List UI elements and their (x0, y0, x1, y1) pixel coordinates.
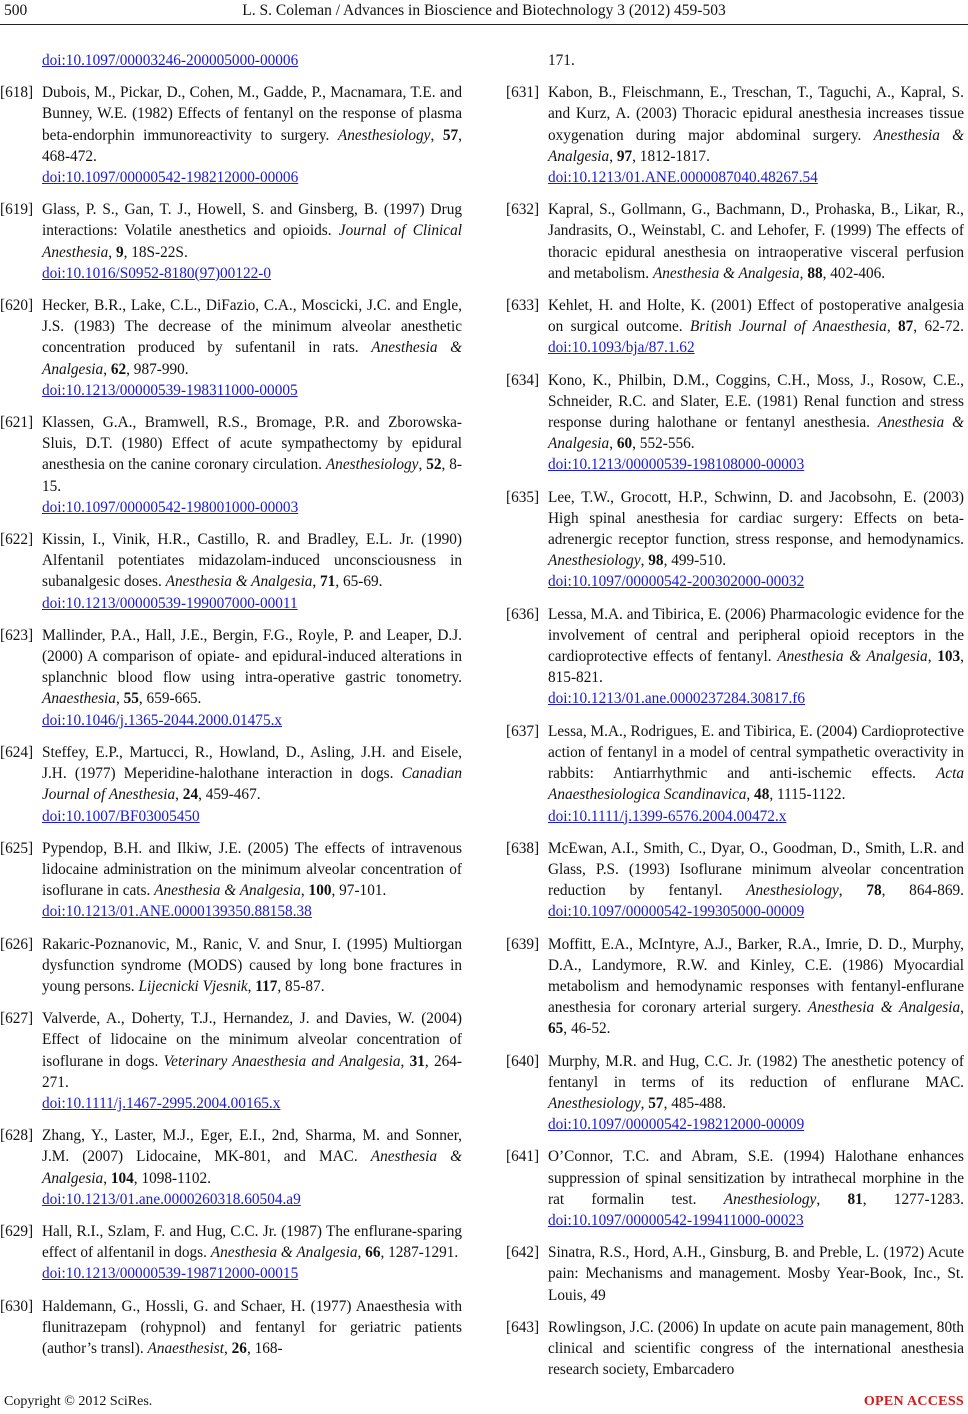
reference-entry (0, 1221, 462, 1285)
reference-text: Kissin, I., Vinik, H.R., Castillo, R. and Bradley, E.L. Jr. (1990) Alfentanil potentiates midazolam-induced unconsciousness in subanalgesic doses. (42, 531, 462, 591)
reference-number: [625] (0, 839, 34, 857)
volume-number: 104 (110, 1169, 134, 1187)
doi-link[interactable]: doi:10.1213/01.ane.0000260318.60504.a9 (42, 1190, 301, 1208)
reference-number: [630] (0, 1297, 34, 1315)
doi-link[interactable]: doi:10.1097/00003246-200005000-00006 (42, 52, 299, 69)
reference-text: Lee, T.W., Grocott, H.P., Schwinn, D. and Jacobsohn, E. (2003) High spinal anesthesia for cardiac surgery: Effects on beta-adrenergic receptor function, stress response, and hemodynamics. (548, 488, 964, 549)
reference-entry (0, 934, 462, 998)
reference-text: Rakaric-Poznanovic, M., Ranic, V. and Snur, I. (1995) Multiorgan dysfunction syndrome (MODS) caused by long bone fractures in young persons. (42, 935, 462, 995)
page-range: , 468-472. (42, 126, 462, 165)
reference-entry (506, 604, 964, 710)
journal-name: Anesthesiology (746, 882, 839, 900)
reference-number: [631] (506, 84, 540, 102)
reference-text: O’Connor, T.C. and Abram, S.E. (1994) Halothane enhances suppression of spinal sensitization by intrathecal morphine in the rat formalin test. (548, 1148, 964, 1208)
reference-number: [623] (0, 626, 34, 644)
doi-link[interactable]: doi:10.1111/j.1467-2995.2004.00165.x (42, 1094, 281, 1112)
copyright-notice: Copyright © 2012 SciRes. (4, 1394, 153, 1409)
reference-text: Steffey, E.P., Martucci, R., Howland, D., Asling, J.H. and Eisele, J.H. (1977) Meperidine-halothane interaction in dogs. (42, 743, 462, 783)
reference-text: Pypendop, B.H. and Ilkiw, J.E. (2005) The effects of intravenous lidocaine administration on the minimum alveolar concentration of isoflurane in cats. (42, 839, 462, 900)
reference-number: [635] (506, 488, 540, 506)
journal-name: British Journal of Anaesthesia (689, 318, 887, 336)
reference-entry (506, 1317, 964, 1381)
reference-body: Steffey, E.P., Martucci, R., Howland, D., Asling, J.H. and Eisele, J.H. (1977) Meperidine-halothane interaction in dogs. Canadian Journal of Anesthesia, 24, 459-467. (42, 743, 462, 804)
page-range: , 1115-1122. (769, 786, 846, 804)
reference-body (548, 1319, 964, 1378)
journal-name: Anesthesia & Analgesia (777, 648, 928, 666)
reference-entry (506, 199, 964, 284)
page-header (0, 0, 968, 22)
reference-number: [642] (506, 1244, 540, 1262)
reference-body: Hall, R.I., Szlam, F. and Hug, C.C. Jr. (1987) The enflurane-sparing effect of alfentanil in dogs. Anesthesia & Analgesia, 66, 1287-1291. (42, 1222, 462, 1262)
page-range: , 1287-1291. (380, 1244, 459, 1262)
doi-link[interactable]: doi:10.1097/00000542-198212000-00006 (42, 169, 299, 187)
journal-name: Anesthesiology (325, 456, 419, 474)
page-range: , 1277-1283. (862, 1190, 964, 1208)
reference-body: Zhang, Y., Laster, M.J., Eger, E.I., 2nd, Sharma, M. and Sonner, J.M. (2007) Lidocaine, MK-801, and MAC. Anesthesia & Analgesia, 104, 1098-1102. (42, 1127, 463, 1187)
reference-entry (506, 295, 964, 359)
reference-number: [640] (506, 1052, 540, 1070)
reference-entry (506, 721, 964, 827)
reference-entry (0, 199, 462, 284)
page-range: , 864-869. (881, 882, 964, 900)
running-title: L. S. Coleman / Advances in Bioscience and Biotechnology 3 (2012) 459-503 (242, 2, 726, 19)
reference-text: Dubois, M., Pickar, D., Cohen, M., Gadde, P., Macnamara, T.E. and Bunney, W.E. (1982) Effects of fentanyl on the response of plasma beta-endorphin immunoreactivity to surgery. (42, 84, 462, 144)
volume-number: 71 (320, 573, 336, 591)
page-range: , 97-101. (331, 882, 387, 900)
page-range: , 1812-1817. (632, 147, 710, 165)
reference-body: McEwan, A.I., Smith, C., Dyar, O., Goodman, D., Smith, L.R. and Glass, P.S. (1993) Isoflurane minimum alveolar concentration reduction by fentanyl. Anesthesiology, 78, 864-869. (548, 839, 964, 900)
reference-entry (506, 838, 964, 923)
page-range: , 18S-22S. (123, 243, 188, 261)
journal-name: Anesthesia & Analgesia (807, 999, 961, 1017)
reference-text: Valverde, A., Doherty, T.J., Hernandez, J. and Davies, W. (2004) Effect of lidocaine on the minimum alveolar concentration of isoflurane in dogs. (42, 1010, 462, 1070)
reference-body: Kehlet, H. and Holte, K. (2001) Effect of postoperative analgesia on surgical outcome. British Journal of Anaesthesia, 87, 62-72. (548, 297, 964, 336)
journal-name: Lijecnicki Vjesnik (138, 977, 248, 995)
journal-name: Anesthesia & Analgesia (652, 264, 800, 282)
volume-number: 57 (648, 1094, 664, 1112)
doi-link[interactable]: doi:10.1213/01.ane.0000237284.30817.f6 (548, 690, 806, 708)
volume-number: 24 (182, 786, 199, 804)
page-range: , 264-271. (42, 1052, 462, 1091)
page-range: , 402-406. (822, 264, 886, 282)
page-range: , 168- (246, 1339, 283, 1357)
reference-text: Kabon, B., Fleischmann, E., Treschan, T., Taguchi, A., Kapral, S. and Kurz, A. (2003) Thoracic epidural anesthesia increases tissue oxygenation during major abdominal surgery. (548, 84, 964, 144)
volume-number: 78 (866, 882, 882, 900)
reference-text: Moffitt, E.A., McIntyre, A.J., Barker, R.A., Imrie, D. D., Murphy, D.A., Landymore, R.W. and Kinley, C.E. (1986) Myocardial metabolism and hemodynamic responses with fentanyl-enflurane anesthesia for coronary arterial surgery. (548, 935, 964, 1017)
reference-entry (506, 1242, 964, 1306)
volume-number: 31 (409, 1052, 425, 1070)
reference-body: O’Connor, T.C. and Abram, S.E. (1994) Halothane enhances suppression of spinal sensitization by intrathecal morphine in the rat formalin test. Anesthesiology, 81, 1277-1283. (548, 1148, 964, 1208)
reference-text: McEwan, A.I., Smith, C., Dyar, O., Goodman, D., Smith, L.R. and Glass, P.S. (1993) Isoflurane minimum alveolar concentration reduction by fentanyl. (548, 839, 964, 900)
reference-text: Kono, K., Philbin, D.M., Coggins, C.H., Moss, J., Rosow, C.E., Schneider, R.C. and Slater, E.E. (1981) Renal function and stress response during halothane or fentanyl anesthesia. (548, 371, 964, 432)
header-rule (0, 24, 968, 25)
reference-list-right (506, 82, 964, 1380)
volume-number: 98 (648, 552, 664, 570)
reference-body: Lessa, M.A., Rodrigues, E. and Tibirica, E. (2004) Cardioprotective action of fentanyl in a model of central sympathetic overactivity in rabbits: Antiarrhythmic and anti-ischemic effects. Acta Anaesthesiologica Scandinavica, 48, 1115-1122. (548, 722, 964, 804)
reference-body: Mallinder, P.A., Hall, J.E., Bergin, F.G., Royle, P. and Leaper, D.J. (2000) A comparison of opiate- and epidural-induced alterations in splanchnic blood flow using intra-operative gastric tonometry. Anaesthesia, 55, 659-665. (42, 626, 462, 708)
reference-text: Hecker, B.R., Lake, C.L., DiFazio, C.A., Moscicki, J.C. and Engle, J.S. (1983) The decrease of the minimum alveolar anesthetic concentration produced by sufentanil in rats. (42, 297, 462, 357)
reference-number: [621] (0, 414, 34, 432)
doi-link[interactable]: doi:10.1097/00000542-200302000-00032 (548, 573, 805, 591)
reference-number: [643] (506, 1318, 540, 1336)
page-footer (0, 1394, 968, 1414)
journal-name: Anesthesiology (723, 1190, 817, 1208)
reference-number: [628] (0, 1127, 34, 1145)
journal-name: Anesthesiology (548, 552, 641, 570)
doi-link[interactable]: doi:10.1213/00000539-199007000-00011 (42, 594, 298, 612)
reference-number: [626] (0, 935, 34, 953)
reference-body: Lee, T.W., Grocott, H.P., Schwinn, D. and Jacobsohn, E. (2003) High spinal anesthesia for cardiac surgery: Effects on beta-adrenergic receptor function, stress response, and hemodynamics. Anesthesiology, 98, 499-510. (548, 488, 964, 570)
reference-entry (506, 934, 964, 1040)
doi-link[interactable]: doi:10.1097/00000542-199411000-00023 (548, 1211, 804, 1229)
journal-name: Anaesthesia (42, 690, 116, 708)
reference-text: Lessa, M.A., Rodrigues, E. and Tibirica, E. (2004) Cardioprotective action of fentanyl in a model of central sympathetic overactivity in rabbits: Antiarrhythmic and anti-ischemic effects. (548, 722, 964, 783)
reference-text: Klassen, G.A., Bramwell, R.S., Bromage, P.R. and Zborowska-Sluis, D.T. (1980) Effect of acute sympathectomy by epidural anesthesia on the canine coronary circulation. (42, 414, 462, 474)
doi-link[interactable]: doi:10.1213/01.ANE.0000139350.88158.38 (42, 903, 312, 921)
journal-name: Anesthesia & Analgesia (548, 126, 964, 165)
doi-link[interactable]: doi:10.1213/01.ANE.0000087040.48267.54 (548, 169, 818, 187)
doi-link[interactable]: doi:10.1111/j.1399-6576.2004.00472.x (548, 807, 787, 825)
reference-entry (506, 487, 964, 593)
volume-number: 117 (255, 977, 278, 995)
reference-number: [618] (0, 84, 34, 102)
reference-text: Haldemann, G., Hossli, G. and Schaer, H. (1977) Anaesthesia with flunitrazepam (rohypnol) and fentanyl for geriatric patients (author’s transl). (42, 1297, 462, 1357)
reference-body: Kapral, S., Gollmann, G., Bachmann, D., Prohaska, B., Likar, R., Jandrasits, O., Weinstabl, C. and Lehofer, F. (1999) The effects of thoracic epidural anesthesia on intraoperative visceral perfusion and metabolism. Anesthesia & Analgesia, 88, 402-406. (548, 201, 964, 282)
journal-name: Anesthesia & Analgesia (210, 1244, 358, 1262)
continued-reference (0, 50, 462, 71)
reference-body: Hecker, B.R., Lake, C.L., DiFazio, C.A., Moscicki, J.C. and Engle, J.S. (1983) The decrease of the minimum alveolar anesthetic concentration produced by sufentanil in rats. Anesthesia & Analgesia, 62, 987-990. (42, 297, 462, 378)
doi-link[interactable]: doi:10.1213/00000539-198108000-00003 (548, 456, 805, 474)
doi-link[interactable]: doi:10.1007/BF03005450 (42, 807, 200, 825)
page-range: , 62-72. (913, 318, 964, 336)
doi-link[interactable]: doi:10.1016/S0952-8180(97)00122-0 (42, 264, 272, 282)
reference-body: Kono, K., Philbin, D.M., Coggins, C.H., Moss, J., Rosow, C.E., Schneider, R.C. and Slater, E.E. (1981) Renal function and stress response during halothane or fentanyl anesthesia. Anesthesia & Analgesia, 60, 552-556. (548, 371, 965, 453)
left-column (0, 50, 462, 1370)
volume-number: 48 (754, 786, 770, 804)
volume-number: 88 (807, 264, 823, 282)
volume-number: 57 (442, 126, 459, 144)
journal-name: Canadian Journal of Anesthesia (42, 765, 462, 804)
reference-text: Kapral, S., Gollmann, G., Bachmann, D., Prohaska, B., Likar, R., Jandrasits, O., Weinstabl, C. and Lehofer, F. (1999) The effects of thoracic epidural anesthesia on intraoperative visceral perfusion and metabolism. (548, 201, 964, 282)
reference-entry (0, 1125, 462, 1210)
volume-number: 81 (847, 1190, 863, 1208)
reference-body: Kabon, B., Fleischmann, E., Treschan, T., Taguchi, A., Kapral, S. and Kurz, A. (2003) Thoracic epidural anesthesia increases tissue oxygenation during major abdominal surgery. Anesthesia & Analgesia, 97, 1812-1817. (548, 84, 964, 165)
reference-body: Valverde, A., Doherty, T.J., Hernandez, J. and Davies, W. (2004) Effect of lidocaine on the minimum alveolar concentration of isoflurane in dogs. Veterinary Anaesthesia and Analgesia, 31, 264-271. (42, 1010, 462, 1091)
reference-entry (0, 838, 462, 923)
reference-body: Haldemann, G., Hossli, G. and Schaer, H. (1977) Anaesthesia with flunitrazepam (rohypnol) and fentanyl for geriatric patients (author’s transl). Anaesthesist, 26, 168- (42, 1297, 462, 1357)
volume-number: 65 (548, 1020, 564, 1038)
continued-reference: 171. (548, 52, 575, 69)
page-number: 500 (4, 2, 28, 19)
reference-number: [637] (506, 722, 540, 740)
journal-name: Anesthesia & Analgesia (42, 1148, 463, 1187)
reference-entry (0, 295, 462, 401)
reference-entry (506, 370, 964, 476)
reference-text: Murphy, M.R. and Hug, C.C. Jr. (1982) The anesthetic potency of fentanyl in terms of its reduction of enflurane MAC. (548, 1052, 964, 1091)
page-range: , 659-665. (138, 690, 202, 708)
reference-number: [620] (0, 297, 34, 315)
open-access-label: OPEN ACCESS (863, 1394, 964, 1409)
reference-entry (506, 1051, 964, 1136)
reference-entry (0, 412, 462, 518)
volume-number: 97 (616, 147, 633, 165)
reference-entry (0, 82, 462, 188)
volume-number: 26 (231, 1339, 247, 1357)
reference-text: Sinatra, R.S., Hord, A.H., Ginsburg, B. and Preble, L. (1972) Acute pain: Mechanisms and management. Mosby Year-Book, Inc., St. Louis, 49 (548, 1244, 964, 1304)
volume-number: 55 (123, 690, 139, 708)
reference-text: Lessa, M.A. and Tibirica, E. (2006) Pharmacologic evidence for the involvement of central and peripheral opioid receptors in the cardioprotective effects of fentanyl. (548, 605, 964, 666)
page-range: , 1098-1102. (133, 1169, 211, 1187)
journal-name: Anesthesia & Analgesia (165, 573, 313, 591)
page-range: , 485-488. (663, 1094, 727, 1112)
doi-link[interactable]: doi:10.1097/00000542-198001000-00003 (42, 498, 299, 516)
doi-link[interactable]: doi:10.1097/00000542-198212000-00009 (548, 1116, 805, 1134)
page-range: , 499-510. (663, 552, 727, 570)
journal-name: Veterinary Anaesthesia and Analgesia (163, 1052, 401, 1070)
reference-entry (0, 1296, 462, 1360)
page-range: , 8-15. (42, 456, 462, 495)
volume-number: 103 (937, 648, 961, 666)
reference-number: [619] (0, 201, 34, 219)
journal-name: Anaesthesist (147, 1339, 224, 1357)
doi-link[interactable]: doi:10.1213/00000539-198311000-00005 (42, 381, 298, 399)
reference-number: [627] (0, 1010, 34, 1028)
reference-entry (0, 529, 462, 614)
volume-number: 62 (110, 360, 127, 378)
reference-body: Klassen, G.A., Bramwell, R.S., Bromage, P.R. and Zborowska-Sluis, D.T. (1980) Effect of acute sympathectomy by epidural anesthesia on the canine coronary circulation. Anesthesiology, 52, 8-15. (42, 414, 462, 495)
journal-name: Anesthesia & Analgesia (42, 339, 462, 378)
reference-text: Kehlet, H. and Holte, K. (2001) Effect of postoperative analgesia on surgical outcome. (548, 297, 964, 336)
reference-body (548, 1244, 964, 1303)
reference-text: Hall, R.I., Szlam, F. and Hug, C.C. Jr. (1987) The enflurane-sparing effect of alfentanil in dogs. (42, 1222, 462, 1262)
journal-name: Anesthesia & Analgesia (154, 882, 301, 900)
volume-number: 66 (365, 1244, 381, 1262)
journal-name: Acta Anaesthesiologica Scandinavica (548, 765, 964, 804)
reference-body: Rakaric-Poznanovic, M., Ranic, V. and Snur, I. (1995) Multiorgan dysfunction syndrome (MODS) caused by long bone fractures in young persons. Lijecnicki Vjesnik, 117, 85-87. (42, 935, 462, 995)
reference-body: Pypendop, B.H. and Ilkiw, J.E. (2005) The effects of intravenous lidocaine administration on the minimum alveolar concentration of isoflurane in cats. Anesthesia & Analgesia, 100, 97-101. (42, 839, 462, 900)
journal-name: Anesthesiology (337, 126, 431, 144)
reference-entry (506, 1146, 964, 1231)
reference-text: Mallinder, P.A., Hall, J.E., Bergin, F.G., Royle, P. and Leaper, D.J. (2000) A comparison of opiate- and epidural-induced alterations in splanchnic blood flow using intra-operative gastric tonometry. (42, 626, 462, 687)
reference-body: Glass, P. S., Gan, T. J., Howell, S. and Ginsberg, B. (1997) Drug interactions: Volatile anesthetics and opioids. Journal of Clinical Anesthesia, 9, 18S-22S. (42, 201, 462, 261)
reference-number: [633] (506, 297, 540, 315)
reference-body: Kissin, I., Vinik, H.R., Castillo, R. and Bradley, E.L. Jr. (1990) Alfentanil potentiates midazolam-induced unconsciousness in subanalgesic doses. Anesthesia & Analgesia, 71, 65-69. (42, 531, 462, 591)
journal-name: Anesthesia & Analgesia (548, 414, 965, 453)
page-range: , 46-52. (563, 1020, 611, 1038)
reference-entry (506, 82, 964, 188)
volume-number: 52 (426, 456, 442, 474)
volume-number: 60 (616, 435, 633, 453)
reference-number: [634] (506, 371, 540, 389)
reference-list-left (0, 82, 462, 1359)
page-range: , 552-556. (632, 435, 695, 453)
page-range: , 987-990. (126, 360, 189, 378)
reference-body: Lessa, M.A. and Tibirica, E. (2006) Pharmacologic evidence for the involvement of central and peripheral opioid receptors in the cardioprotective effects of fentanyl. Anesthesia & Analgesia, 103, 815-821. (548, 605, 964, 687)
reference-number: [624] (0, 743, 34, 761)
reference-entry (0, 1008, 462, 1114)
reference-number: [629] (0, 1222, 34, 1240)
reference-number: [622] (0, 531, 34, 549)
journal-name: Anesthesiology (548, 1094, 641, 1112)
reference-text: Glass, P. S., Gan, T. J., Howell, S. and Ginsberg, B. (1997) Drug interactions: Volatile anesthetics and opioids. (42, 201, 462, 240)
reference-number: [639] (506, 935, 540, 953)
right-column (506, 50, 964, 1391)
doi-link[interactable]: doi:10.1097/00000542-199305000-00009 (548, 903, 805, 921)
reference-entry (0, 742, 462, 827)
reference-text: Rowlingson, J.C. (2006) In update on acute pain management, 80th clinical and scientific congress of the international anesthesia research society, Embarcadero (548, 1318, 964, 1379)
volume-number: 9 (115, 243, 124, 261)
reference-body: Moffitt, E.A., McIntyre, A.J., Barker, R.A., Imrie, D. D., Murphy, D.A., Landymore, R.W. and Kinley, C.E. (1986) Myocardial metabolism and hemodynamic responses with fentanyl-enflurane anesthesia for coronary arterial surgery. Anesthesia & Analgesia, 65, 46-52. (548, 935, 964, 1038)
reference-number: [636] (506, 605, 540, 623)
page-range: , 459-467. (198, 786, 261, 804)
doi-link[interactable]: doi:10.1093/bja/87.1.62 (548, 339, 695, 357)
reference-entry (0, 625, 462, 731)
journal-name: Journal of Clinical Anesthesia (42, 222, 462, 261)
reference-body: Dubois, M., Pickar, D., Cohen, M., Gadde, P., Macnamara, T.E. and Bunney, W.E. (1982) Effects of fentanyl on the response of plasma beta-endorphin immunoreactivity to surgery. Anesthesiology, 57, 468-472. (42, 84, 462, 165)
page-range: , 65-69. (335, 573, 383, 591)
reference-text: Zhang, Y., Laster, M.J., Eger, E.I., 2nd, Sharma, M. and Sonner, J.M. (2007) Lidocaine, MK-801, and MAC. (42, 1127, 462, 1166)
reference-number: [638] (506, 839, 540, 857)
reference-body: Murphy, M.R. and Hug, C.C. Jr. (1982) The anesthetic potency of fentanyl in terms of its reduction of enflurane MAC. Anesthesiology, 57, 485-488. (548, 1052, 964, 1112)
doi-link[interactable]: doi:10.1046/j.1365-2044.2000.01475.x (42, 711, 283, 729)
page-range: , 85-87. (277, 977, 325, 995)
reference-number: [641] (506, 1148, 540, 1166)
volume-number: 100 (308, 882, 332, 900)
reference-number: [632] (506, 201, 540, 219)
doi-link[interactable]: doi:10.1213/00000539-198712000-00015 (42, 1265, 299, 1283)
page-range: , 815-821. (548, 648, 964, 687)
volume-number: 87 (897, 318, 914, 336)
